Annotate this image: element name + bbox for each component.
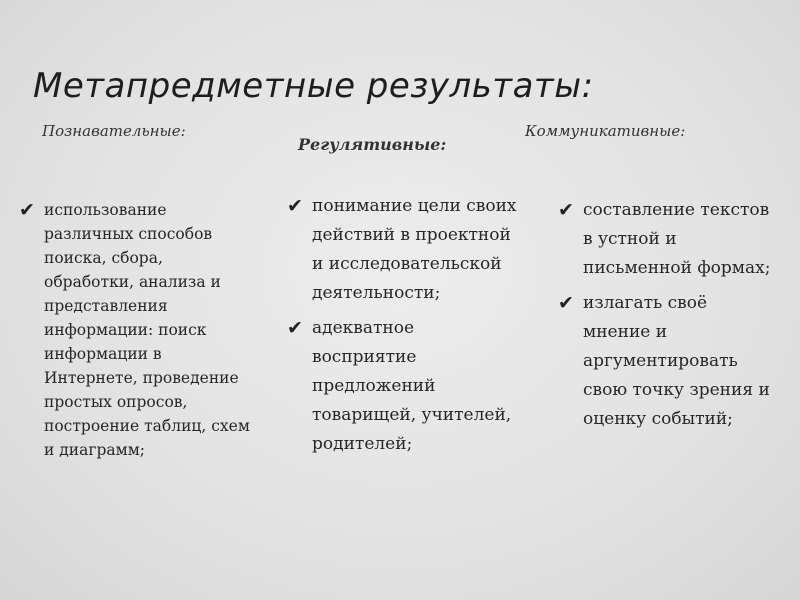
regulatory-list [287, 192, 518, 459]
communicative-list [558, 196, 773, 434]
list-item: ✔ излагать своё мнение и аргументировать свою точку зрения и оценку событий; [583, 289, 773, 434]
checkmark-icon: ✔ [558, 292, 574, 314]
checkmark-icon: ✔ [558, 199, 574, 221]
list-item: ✔ использование различных способов поиска, сбора, обработки, анализа и представления информации: поиск информации в Интернете, проведение простых опросов, построение таблиц, схем и диаграмм; [19, 199, 250, 459]
list-item: ✔ адекватное восприятие предложений товарищей, учителей, родителей; [312, 314, 518, 459]
checkmark-icon: ✔ [287, 195, 303, 217]
list-item: ✔ понимание цели своих действий в проектной и исследовательской деятельности; [312, 192, 518, 308]
heading-communicative: Коммуникативные: [525, 122, 686, 140]
checkmark-icon: ✔ [287, 317, 303, 339]
checkmark-icon: ✔ [19, 199, 35, 221]
heading-regulatory: Регулятивные: [298, 135, 447, 154]
slide-title: Метапредметные результаты: [33, 66, 594, 106]
cognitive-list [19, 198, 256, 462]
list-item: ✔ составление текстов в устной и письменной формах; [583, 196, 773, 283]
heading-cognitive: Познавательные: [42, 122, 186, 140]
